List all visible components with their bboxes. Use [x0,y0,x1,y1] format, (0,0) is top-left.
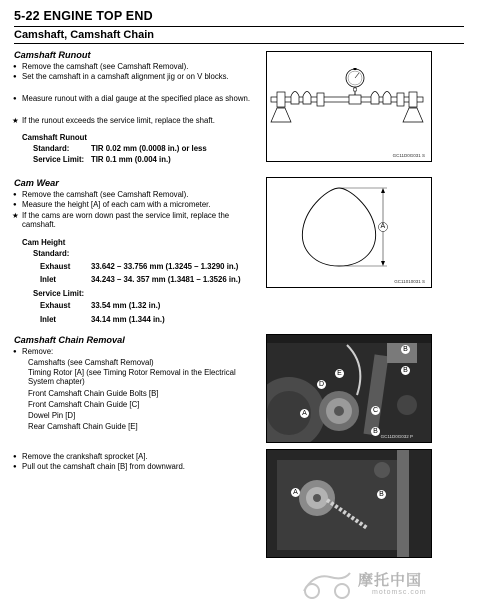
chain-guide-photo [266,334,432,443]
runout-figure [266,51,432,162]
wear-inlet-limit: 34.14 mm (1.344 in.) [91,315,165,324]
header-rule [14,26,464,27]
section-subtitle: Camshaft, Camshaft Chain [14,29,154,41]
chain-removal-step-3: ● Pull out the camshaft chain [B] from downward. [22,462,260,471]
runout-standard-label: Standard: [33,144,70,153]
runout-standard-value: TIR 0.02 mm (0.0008 in.) or less [91,144,207,153]
photo2-callout-b: B [377,490,386,499]
wear-inlet-label: Inlet [40,275,57,284]
runout-figure-code: GC11D0G031 S [392,153,425,158]
cam-height-figure [266,177,432,288]
wear-spec-title: Cam Height [22,238,66,247]
runout-step-2: ● Set the camshaft in a camshaft alignment jig or on V blocks. [22,72,260,81]
photo1-callout-b-3: B [371,427,380,436]
wear-exhaust-limit: 33.54 mm (1.32 in.) [91,301,161,310]
wear-heading: Cam Wear [14,178,59,188]
photo1-callout-e: E [335,369,344,378]
crankshaft-sprocket-photo [266,449,432,558]
photo1-callout-c: C [372,407,379,414]
cam-lobe-drawing [267,178,431,287]
photo1-callout-b-2: B [401,345,410,354]
chain-removal-step-2: ● Remove the crankshaft sprocket [A]. [22,452,260,461]
photo1-callout-a: A [300,409,309,418]
wear-note: ★ If the cams are worn down past the service limit, replace the camshaft. [22,211,260,230]
removal-item-5: Dowel Pin [D] [28,411,76,420]
photo1-code: GC11D0G032 P [380,434,413,439]
wear-limit-label: Service Limit: [33,289,85,298]
runout-heading: Camshaft Runout [14,50,91,60]
photo2-callout-a: A [291,488,300,497]
runout-spec-title: Camshaft Runout [22,133,87,142]
runout-step-1: ● Remove the camshaft (see Camshaft Removal). [22,62,257,71]
runout-note: ★ If the runout exceeds the service limit, replace the shaft. [22,116,262,125]
removal-item-1: Camshafts (see Camshaft Removal) [28,358,154,367]
photo1-callout-d: D [318,381,325,388]
watermark-site: motomsc.com [372,589,427,596]
cam-height-figure-code: GC11010031 S [394,279,425,284]
wear-exhaust-label: Exhaust [40,262,71,271]
chain-removal-step-remove: ● Remove: [22,347,53,356]
removal-item-2: Timing Rotor [A] (see Timing Rotor Removal in the Electrical System chapter) [28,368,236,387]
removal-item-3: Front Camshaft Chain Guide Bolts [B] [28,389,159,398]
watermark-moto-icon [300,567,354,601]
camshaft-runout-drawing [267,52,431,161]
wear-exhaust-limit-label: Exhaust [40,301,71,310]
page-header: 5-22 ENGINE TOP END [14,9,153,23]
runout-limit-value: TIR 0.1 mm (0.004 in.) [91,155,171,164]
wear-inlet-standard: 34.243 – 34. 357 mm (1.3481 – 1.3526 in.) [91,275,241,284]
photo1-callout-b: B [401,366,410,375]
runout-limit-label: Service Limit: [33,155,85,164]
wear-exhaust-standard: 33.642 – 33.756 mm (1.3245 – 1.3290 in.) [91,262,239,271]
wear-inlet-limit-label: Inlet [40,315,57,324]
wear-standard-label: Standard: [33,249,70,258]
removal-item-4: Front Camshaft Chain Guide [C] [28,400,140,409]
wear-step-1: ● Remove the camshaft (see Camshaft Removal). [22,190,260,199]
watermark-logo-text: 摩托中国 [358,572,423,589]
wear-step-2: ● Measure the height [A] of each cam with a micrometer. [22,200,260,209]
subtitle-rule [14,43,464,44]
cam-height-callout-a: A [380,223,386,230]
runout-step-3: ● Measure runout with a dial gauge at the specified place as shown. [22,94,260,103]
removal-item-6: Rear Camshaft Chain Guide [E] [28,422,138,431]
chain-removal-heading: Camshaft Chain Removal [14,335,125,345]
crankcase-sprocket-photo [267,450,431,557]
